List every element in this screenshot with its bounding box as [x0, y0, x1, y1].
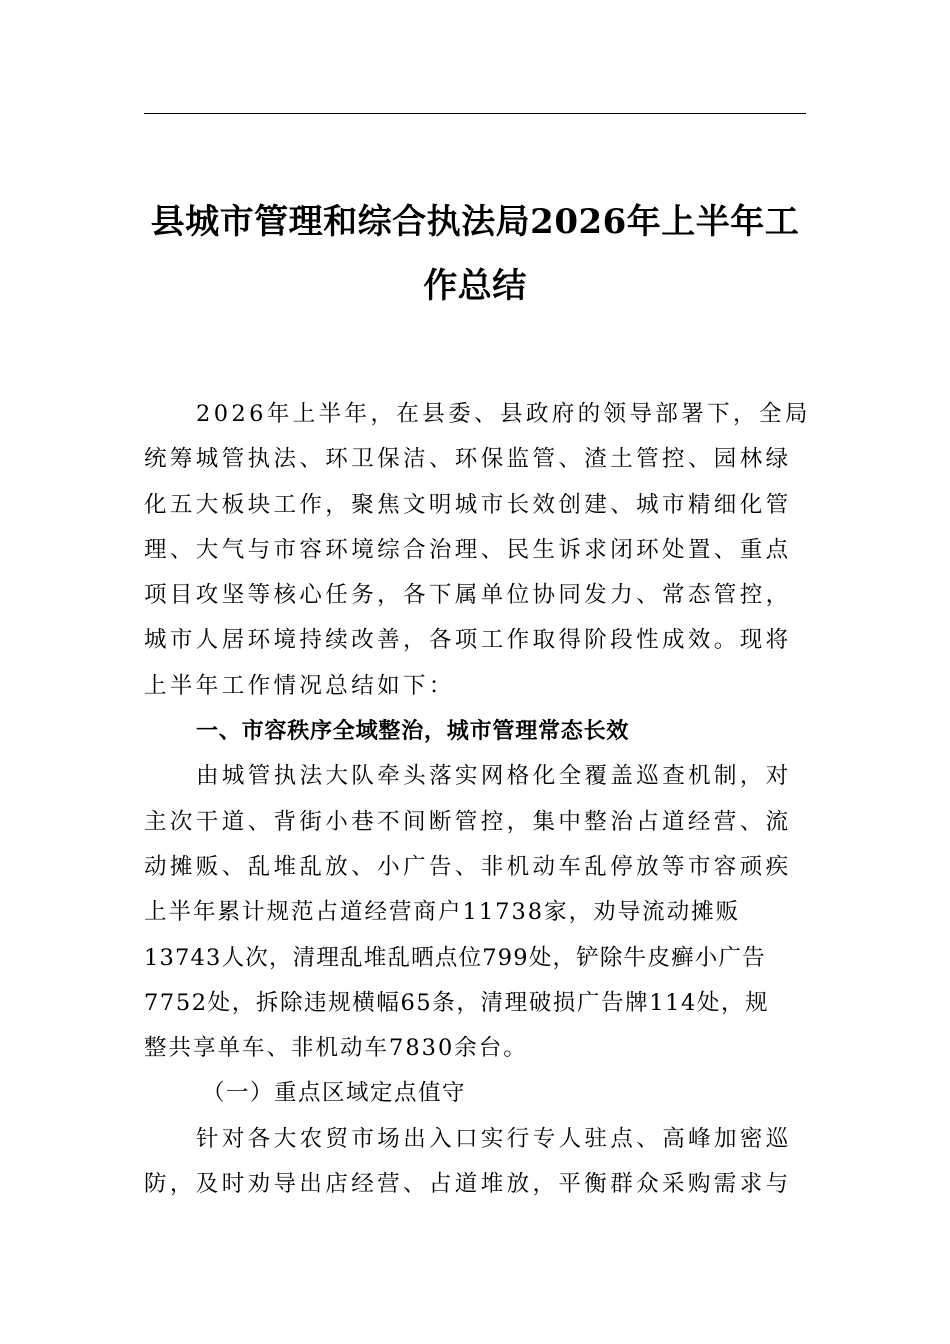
paragraph-line: 2026年上半年，在县委、县政府的领导部署下，全局 — [196, 401, 811, 427]
section1-paragraph — [144, 754, 806, 1071]
subsection-heading: （一）重点区域定点值守 — [202, 1080, 467, 1107]
paragraph-line: 整共享单车、非机动车7830余台。 — [144, 1035, 528, 1062]
paragraph-line: 防，及时劝导出店经营、占道堆放，平衡群众采购需求与 — [144, 1171, 792, 1198]
paragraph-line: 针对各大农贸市场出入口实行专人驻点、高峰加密巡 — [196, 1125, 792, 1152]
document-title — [144, 190, 806, 318]
header-rule — [144, 113, 806, 114]
paragraph-line: 项目攻坚等核心任务，各下属单位协同发力、常态管控， — [144, 582, 792, 609]
paragraph-line: 上半年工作情况总结如下： — [144, 672, 455, 699]
title-line: 作总结 — [423, 266, 527, 306]
title-line: 县城市管理和综合执法局2026年上半年工 — [150, 202, 800, 242]
paragraph-line: 统筹城管执法、环卫保洁、环保监管、渣土管控、园林绿 — [144, 446, 792, 473]
document-body — [144, 392, 811, 1207]
paragraph-line: 理、大气与市容环境综合治理、民生诉求闭环处置、重点 — [144, 536, 792, 563]
paragraph-line: 上半年累计规范占道经营商户11738家，劝导流动摊贩 — [144, 899, 741, 926]
paragraph-line: 城市人居环境持续改善，各项工作取得阶段性成效。现将 — [144, 627, 792, 654]
paragraph-line: 13743人次，清理乱堆乱晒点位799处，铲除牛皮癣小广告 — [144, 944, 766, 971]
paragraph-line: 7752处，拆除违规横幅65条，清理破损广告牌114处，规 — [144, 989, 770, 1016]
paragraph-line: 由城管执法大队牵头落实网格化全覆盖巡查机制，对 — [196, 763, 792, 790]
paragraph-line: 主次干道、背街小巷不间断管控，集中整治占道经营、流 — [144, 808, 792, 835]
paragraph-line: 化五大板块工作，聚焦文明城市长效创建、城市精细化管 — [144, 491, 792, 518]
paragraph-line: 动摊贩、乱堆乱放、小广告、非机动车乱停放等市容顽疾 — [144, 853, 792, 880]
section-heading: 一、市容秩序全域整治，城市管理常态长效 — [196, 719, 630, 745]
subsection1-paragraph — [144, 1117, 806, 1208]
intro-paragraph — [144, 392, 811, 709]
